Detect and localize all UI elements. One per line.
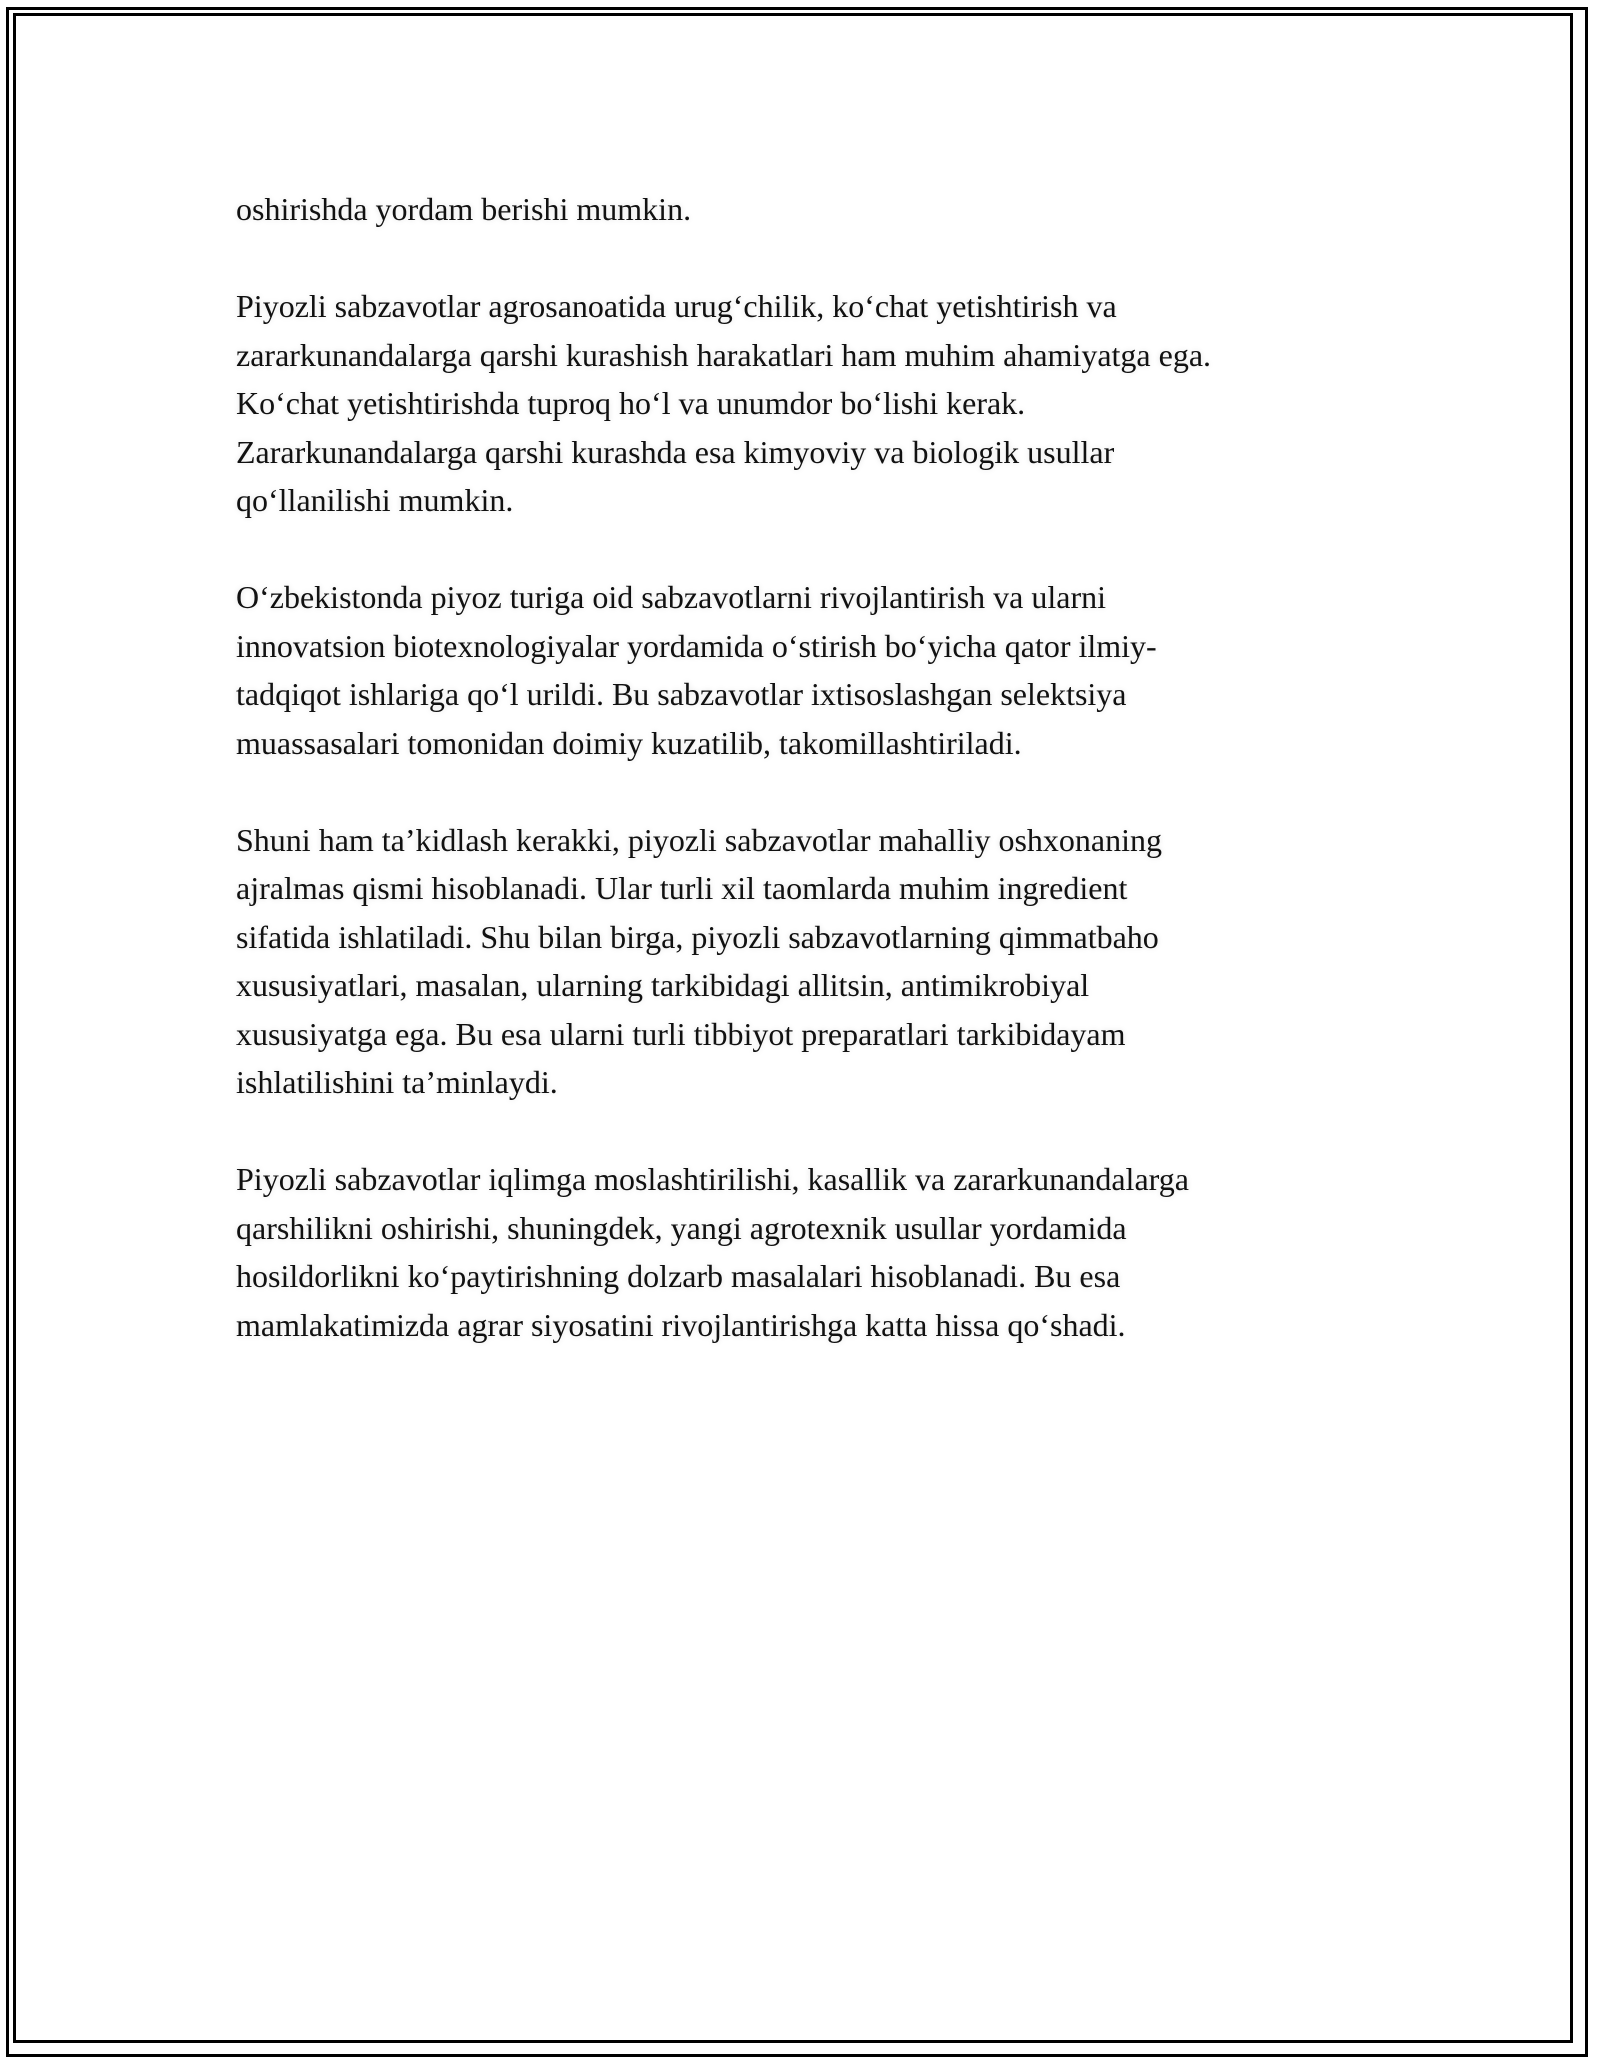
text-line: qo‘llanilishi mumkin. [236, 482, 514, 518]
paragraph-4 [236, 816, 1366, 1107]
text-line: ajralmas qismi hisoblanadi. Ular turli xil taomlarda muhim ingredient [236, 870, 1128, 906]
text-line: Ko‘chat yetishtirishda tuproq ho‘l va unumdor bo‘lishi kerak. [236, 385, 1026, 421]
text-line: Piyozli sabzavotlar iqlimga moslashtirilishi, kasallik va zararkunandalarga [236, 1161, 1189, 1197]
text-line: innovatsion biotexnologiyalar yordamida o‘stirish bo‘yicha qator ilmiy- [236, 627, 1157, 664]
paragraph-3 [236, 573, 1366, 767]
text-line: muassasalari tomonidan doimiy kuzatilib, takomillashtiriladi. [236, 724, 1022, 761]
text-line: ishlatilishini ta’minlaydi. [236, 1064, 558, 1100]
text-line: sifatida ishlatiladi. Shu bilan birga, piyozli sabzavotlarning qimmatbaho [236, 918, 1159, 955]
text-line: mamlakatimizda agrar siyosatini rivojlantirishga katta hissa qo‘shadi. [236, 1306, 1126, 1343]
paragraph-5 [236, 1155, 1366, 1349]
document-body [236, 185, 1366, 1398]
text-line: Shuni ham ta’kidlash kerakki, piyozli sabzavotlar mahalliy oshxonaning [236, 821, 1163, 858]
text-line: xususiyatlari, masalan, ularning tarkibidagi allitsin, antimikrobiyal [236, 967, 1090, 1003]
text-line: zararkunandalarga qarshi kurashish harakatlari ham muhim ahamiyatga ega. [236, 336, 1212, 373]
paragraph-1 [236, 185, 1366, 234]
text-line: tadqiqot ishlariga qo‘l urildi. Bu sabzavotlar ixtisoslashgan selektsiya [236, 676, 1127, 712]
text-line: qarshilikni oshirishi, shuningdek, yangi agrotexnik usullar yordamida [236, 1209, 1127, 1246]
paragraph-2 [236, 282, 1366, 525]
text-line: hosildorlikni ko‘paytirishning dolzarb masalalari hisoblanadi. Bu esa [236, 1258, 1121, 1294]
text-line: O‘zbekistonda piyoz turiga oid sabzavotlarni rivojlantirish va ularni [236, 579, 1106, 615]
text-line: oshirishda yordam berishi mumkin. [236, 191, 692, 227]
text-line: Piyozli sabzavotlar agrosanoatida urug‘chilik, ko‘chat yetishtirish va [236, 288, 1117, 324]
text-line: Zararkunandalarga qarshi kurashda esa kimyoviy va biologik usullar [236, 433, 1115, 470]
text-line: xususiyatga ega. Bu esa ularni turli tibbiyot preparatlari tarkibidayam [236, 1015, 1126, 1052]
